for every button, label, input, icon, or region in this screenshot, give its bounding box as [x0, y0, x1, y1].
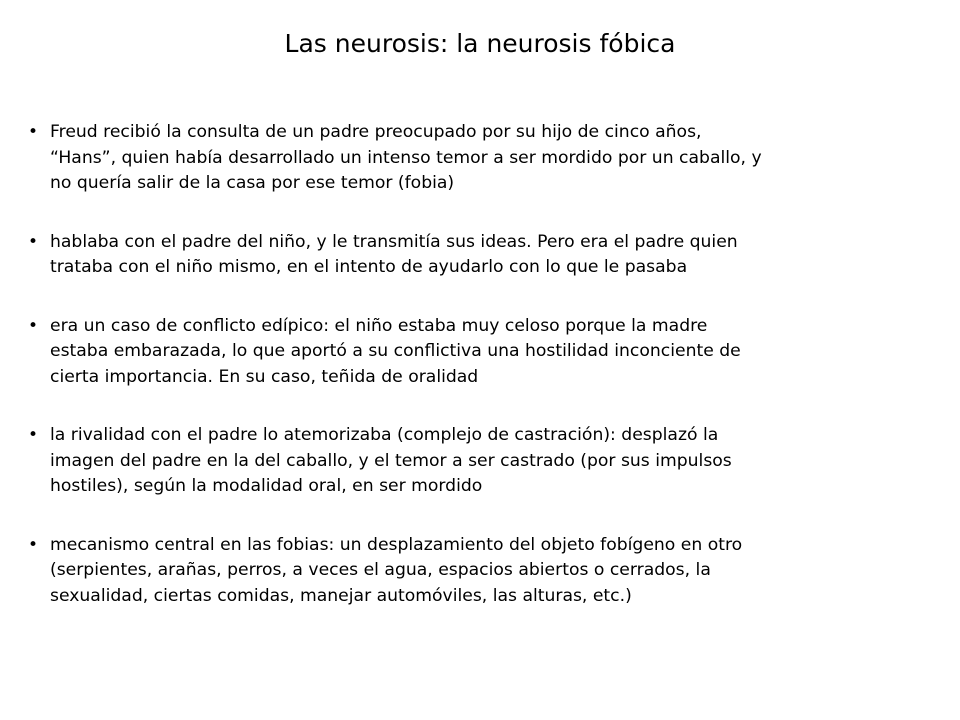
bullet-item [28, 533, 948, 610]
bullet-line: mecanismo central en las fobias: un desplazamiento del objeto fobígeno en otro [50, 534, 743, 555]
bullet-dot-icon: • [28, 122, 39, 142]
bullet-line: imagen del padre en la del caballo, y el temor a ser castrado (por sus impulsos [50, 450, 732, 471]
bullet-line: cierta importancia. En su caso, teñida de oralidad [50, 366, 479, 387]
bullet-item [28, 120, 948, 197]
bullet-line: la rivalidad con el padre lo atemorizaba (complejo de castración): desplazó la [50, 425, 719, 445]
bullet-item [28, 423, 948, 500]
bullet-line: era un caso de conflicto edípico: el niño estaba muy celoso porque la madre [50, 315, 708, 336]
bullet-line: sexualidad, ciertas comidas, manejar automóviles, las alturas, etc.) [50, 585, 632, 606]
bullet-dot-icon: • [28, 425, 39, 445]
bullet-line: Freud recibió la consulta de un padre preocupado por su hijo de cinco años, [50, 122, 702, 142]
bullet-line: estaba embarazada, lo que aportó a su conflictiva una hostilidad inconciente de [50, 341, 741, 361]
bullet-line: hablaba con el padre del niño, y le transmitía sus ideas. Pero era el padre quien [50, 231, 738, 252]
bullet-dot-icon: • [28, 315, 39, 336]
bullet-item [28, 230, 948, 281]
bullet-list [28, 120, 948, 609]
bullet-line: hostiles), según la modalidad oral, en ser mordido [50, 476, 483, 496]
bullet-dot-icon: • [28, 231, 39, 252]
bullet-item [28, 314, 948, 391]
slide-title: Las neurosis: la neurosis fóbica [284, 29, 676, 58]
bullet-line: no quería salir de la casa por ese temor (fobia) [50, 173, 455, 193]
bullet-line: “Hans”, quien había desarrollado un intenso temor a ser mordido por un caballo, y [50, 147, 762, 168]
bullet-line: trataba con el niño mismo, en el intento de ayudarlo con lo que le pasaba [50, 257, 688, 277]
bullet-dot-icon: • [28, 534, 39, 555]
bullet-line: (serpientes, arañas, perros, a veces el agua, espacios abiertos o cerrados, la [50, 560, 711, 580]
